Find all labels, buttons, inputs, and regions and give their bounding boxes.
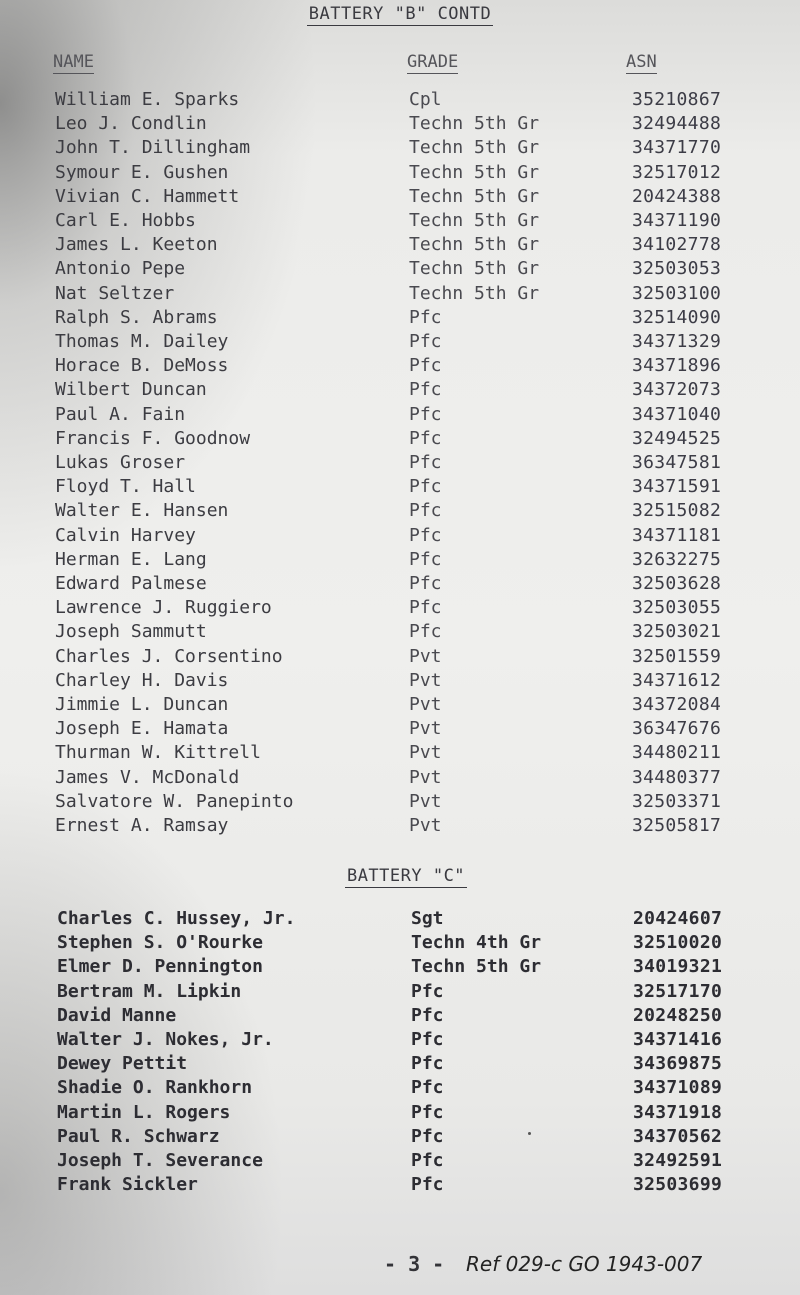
soldier-asn: 34371896 [632, 355, 722, 377]
roster-row [0, 403, 800, 427]
soldier-grade: Techn 5th Gr [409, 185, 540, 207]
soldier-asn: 32494525 [632, 427, 722, 449]
soldier-grade: Techn 4th Gr [411, 932, 542, 954]
roster-row [0, 427, 800, 451]
roster-row [0, 548, 800, 572]
soldier-asn: 32501559 [632, 645, 722, 667]
soldier-grade: Pfc [409, 548, 442, 570]
roster-row [0, 1125, 800, 1149]
roster-row [0, 790, 800, 814]
soldier-asn: 34369875 [633, 1053, 723, 1075]
roster-row [0, 451, 800, 475]
soldier-grade: Pfc [411, 1029, 444, 1050]
soldier-grade: Pvt [409, 718, 442, 740]
soldier-name: Carl E. Hobbs [55, 210, 196, 231]
battery-c-heading [6, 866, 800, 886]
roster-row [0, 572, 800, 596]
soldier-name: Frank Sickler [57, 1174, 198, 1196]
roster-row [0, 185, 800, 209]
soldier-grade: Techn 5th Gr [409, 234, 540, 256]
roster-row [0, 306, 800, 330]
roster-row [0, 1076, 800, 1100]
reference-label: Ref 029-c GO 1943-007 [466, 1252, 703, 1276]
soldier-grade: Pvt [409, 790, 442, 812]
soldier-grade: Pfc [409, 379, 442, 401]
soldier-name: Ernest A. Ramsay [55, 815, 229, 836]
page-number: - 3 - [384, 1252, 445, 1276]
soldier-asn: 20424388 [632, 185, 722, 207]
soldier-name: Francis F. Goodnow [55, 427, 251, 449]
ink-speck [528, 1132, 531, 1135]
roster-row [0, 741, 800, 765]
soldier-asn: 34019321 [633, 956, 723, 978]
soldier-grade: Techn 5th Gr [409, 113, 540, 135]
soldier-grade: Cpl [409, 89, 442, 110]
soldier-name: James L. Keeton [55, 234, 218, 256]
soldier-asn: 32505817 [632, 815, 722, 836]
soldier-asn: 20424607 [633, 908, 723, 929]
soldier-asn: 20248250 [633, 1004, 723, 1026]
soldier-asn: 35210867 [632, 89, 722, 110]
soldier-name: Calvin Harvey [55, 524, 196, 546]
soldier-name: Thurman W. Kittrell [55, 742, 261, 764]
soldier-grade: Pfc [409, 500, 442, 522]
soldier-name: Paul R. Schwarz [57, 1125, 220, 1147]
soldier-name: Lukas Groser [55, 452, 186, 473]
battery-b-contd-title: BATTERY "B" CONTD [308, 4, 492, 24]
soldier-grade: Pfc [409, 597, 442, 619]
soldier-name: Lawrence J. Ruggiero [55, 597, 272, 619]
roster-row [0, 1028, 800, 1052]
soldier-name: John T. Dillingham [55, 137, 251, 159]
battery-c-title: BATTERY "C" [346, 866, 466, 886]
soldier-asn: 34371181 [632, 524, 722, 546]
soldier-name: Stephen S. O'Rourke [57, 932, 263, 954]
soldier-grade: Pfc [411, 1101, 444, 1123]
soldier-asn: 32503021 [632, 621, 722, 643]
soldier-asn: 32492591 [633, 1150, 723, 1171]
roster-row [0, 1149, 800, 1173]
soldier-grade: Pfc [409, 403, 442, 425]
soldier-name: Joseph T. Severance [57, 1150, 263, 1171]
soldier-asn: 32517170 [633, 980, 723, 1002]
roster-row [0, 766, 800, 790]
soldier-grade: Pfc [409, 476, 442, 498]
roster-row [0, 931, 800, 955]
soldier-grade: Pfc [409, 524, 442, 546]
soldier-grade: Pfc [411, 1004, 444, 1026]
soldier-asn: 32517012 [632, 161, 722, 183]
soldier-asn: 34371918 [633, 1101, 723, 1123]
soldier-name: Joseph Sammutt [55, 621, 207, 643]
soldier-grade: Pfc [409, 452, 442, 473]
soldier-grade: Pfc [411, 1077, 444, 1099]
soldier-name: Shadie O. Rankhorn [57, 1077, 253, 1099]
soldier-grade: Pfc [409, 621, 442, 643]
soldier-name: Walter E. Hansen [55, 500, 229, 522]
soldier-grade: Techn 5th Gr [409, 210, 540, 231]
soldier-asn: 34371040 [632, 403, 722, 425]
soldier-name: Antonio Pepe [55, 258, 186, 280]
soldier-name: Walter J. Nokes, Jr. [57, 1029, 274, 1050]
roster-row [0, 980, 800, 1004]
soldier-asn: 32503053 [632, 258, 722, 280]
soldier-asn: 32515082 [632, 500, 722, 522]
soldier-name: Bertram M. Lipkin [57, 980, 242, 1002]
soldier-name: Horace B. DeMoss [55, 355, 229, 377]
soldier-name: Ralph S. Abrams [55, 306, 218, 328]
soldier-grade: Pvt [409, 815, 442, 836]
grade-column-header: GRADE [407, 52, 459, 72]
roster-row [0, 330, 800, 354]
soldier-asn: 36347676 [632, 718, 722, 740]
soldier-name: Charles C. Hussey, Jr. [57, 908, 296, 929]
soldier-asn: 34371089 [633, 1077, 723, 1099]
roster-row [0, 88, 800, 112]
soldier-name: Charley H. Davis [55, 669, 229, 691]
soldier-asn: 32510020 [633, 932, 723, 954]
soldier-grade: Pfc [409, 355, 442, 377]
soldier-grade: Pfc [411, 980, 444, 1002]
roster-row [0, 907, 800, 931]
roster-row [0, 645, 800, 669]
soldier-asn: 32503699 [633, 1174, 723, 1196]
soldier-grade: Pfc [409, 573, 442, 594]
soldier-name: Salvatore W. Panepinto [55, 790, 294, 812]
soldier-name: Leo J. Condlin [55, 113, 207, 135]
soldier-grade: Techn 5th Gr [409, 258, 540, 280]
soldier-asn: 32494488 [632, 113, 722, 135]
soldier-asn: 34371770 [632, 137, 722, 159]
soldier-name: Floyd T. Hall [55, 476, 196, 498]
soldier-asn: 34371591 [632, 476, 722, 498]
soldier-name: Jimmie L. Duncan [55, 694, 229, 715]
soldier-grade: Techn 5th Gr [409, 161, 540, 183]
roster-row [0, 1101, 800, 1125]
roster-row [0, 257, 800, 281]
soldier-name: Elmer D. Pennington [57, 956, 263, 978]
soldier-grade: Techn 5th Gr [411, 956, 542, 978]
soldier-asn: 32503371 [632, 790, 722, 812]
roster-row [0, 693, 800, 717]
name-column-header: NAME [53, 52, 94, 72]
soldier-grade: Pfc [411, 1125, 444, 1147]
soldier-grade: Pvt [409, 645, 442, 667]
roster-row [0, 161, 800, 185]
roster-row [0, 814, 800, 838]
soldier-grade: Pfc [411, 1174, 444, 1196]
roster-row [0, 524, 800, 548]
soldier-grade: Pvt [409, 694, 442, 715]
soldier-name: James V. McDonald [55, 766, 240, 788]
soldier-name: Paul A. Fain [55, 403, 186, 425]
soldier-name: David Manne [57, 1004, 177, 1026]
soldier-asn: 32632275 [632, 548, 722, 570]
roster-row [0, 209, 800, 233]
soldier-name: Edward Palmese [55, 573, 207, 594]
roster-row [0, 354, 800, 378]
soldier-asn: 36347581 [632, 452, 722, 473]
soldier-name: Nat Seltzer [55, 282, 175, 304]
roster-row [0, 475, 800, 499]
roster-row [0, 1004, 800, 1028]
roster-row [0, 1173, 800, 1197]
soldier-grade: Pfc [409, 331, 442, 352]
roster-row [0, 669, 800, 693]
soldier-asn: 34372084 [632, 694, 722, 715]
soldier-name: Herman E. Lang [55, 548, 207, 570]
soldier-name: Thomas M. Dailey [55, 331, 229, 352]
soldier-grade: Pfc [409, 427, 442, 449]
soldier-asn: 32514090 [632, 306, 722, 328]
soldier-name: William E. Sparks [55, 89, 240, 110]
soldier-grade: Pfc [411, 1053, 444, 1075]
soldier-asn: 34371612 [632, 669, 722, 691]
roster-row [0, 378, 800, 402]
roster-row [0, 136, 800, 160]
soldier-name: Charles J. Corsentino [55, 645, 283, 667]
soldier-name: Vivian C. Hammett [55, 185, 240, 207]
soldier-asn: 32503100 [632, 282, 722, 304]
soldier-asn: 34372073 [632, 379, 722, 401]
soldier-grade: Pvt [409, 742, 442, 764]
soldier-grade: Techn 5th Gr [409, 137, 540, 159]
soldier-grade: Pfc [409, 306, 442, 328]
battery-b-contd-heading [0, 4, 800, 24]
soldier-name: Wilbert Duncan [55, 379, 207, 401]
soldier-asn: 32503055 [632, 597, 722, 619]
soldier-name: Martin L. Rogers [57, 1101, 231, 1123]
roster-row [0, 717, 800, 741]
soldier-asn: 34371190 [632, 210, 722, 231]
roster-row [0, 282, 800, 306]
asn-column-header: ASN [626, 52, 657, 72]
roster-row [0, 1052, 800, 1076]
soldier-grade: Techn 5th Gr [409, 282, 540, 304]
soldier-name: Joseph E. Hamata [55, 718, 229, 740]
roster-row [0, 955, 800, 979]
soldier-asn: 34371416 [633, 1029, 723, 1050]
roster-row [0, 620, 800, 644]
roster-row [0, 596, 800, 620]
soldier-grade: Pvt [409, 669, 442, 691]
soldier-asn: 34480211 [632, 742, 722, 764]
soldier-asn: 34480377 [632, 766, 722, 788]
soldier-asn: 34371329 [632, 331, 722, 352]
roster-row [0, 499, 800, 523]
soldier-name: Dewey Pettit [57, 1053, 188, 1075]
soldier-asn: 34370562 [633, 1125, 723, 1147]
soldier-name: Symour E. Gushen [55, 161, 229, 183]
soldier-asn: 34102778 [632, 234, 722, 256]
roster-row [0, 112, 800, 136]
soldier-grade: Sgt [411, 908, 444, 929]
roster-row [0, 233, 800, 257]
soldier-grade: Pfc [411, 1150, 444, 1171]
soldier-asn: 32503628 [632, 573, 722, 594]
soldier-grade: Pvt [409, 766, 442, 788]
